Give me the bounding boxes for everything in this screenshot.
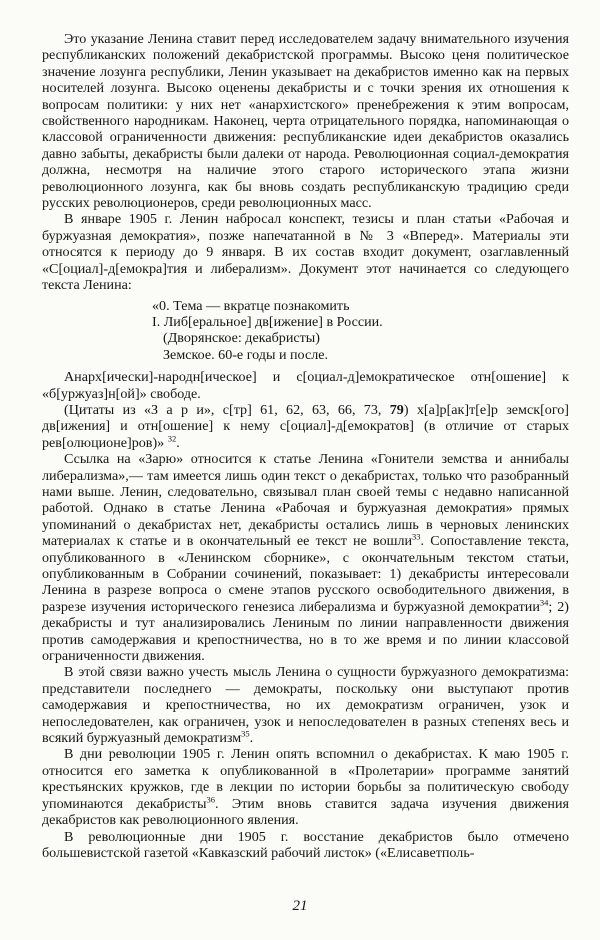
para4-period: . bbox=[249, 730, 254, 747]
para5-text-2: . Этим вновь ставится задача изучения движения декабристов как революционного явления. bbox=[42, 795, 569, 829]
para3-text-2: . Сопоставление текста, опубликованного в «Ленинском сборнике», с окончательным текстом статьи, опубликованным в Собрании сочинений, показывает: 1) декабристы интересовали Ленина в разрезе вопроса о смене этапов русского освободительного движения, в разрезе изучения исторического генезиса либерализма и буржуазной демократии bbox=[42, 533, 569, 615]
citation-text-start: (Цитаты из «З а р и», с[тр] 61, 62, 63, 66, 73, bbox=[64, 401, 390, 418]
lenin-outline-quote bbox=[152, 298, 569, 364]
citation-text-end: ) х[а]р[ак]т[е]р земск[ого] дв[ижения] и отн[ошение] к нему с[оциал]-д[емократов] (в отличие от старых рев[олюционе]ров)» bbox=[42, 401, 569, 451]
citation-period: . bbox=[176, 434, 180, 451]
outline-line-decembrists: (Дворянское: декабристы) bbox=[163, 330, 320, 347]
footnote-ref-36: 36 bbox=[206, 794, 215, 804]
citation-bold-number: 79 bbox=[389, 401, 404, 418]
footnote-ref-34: 34 bbox=[539, 597, 549, 608]
para3-text-3: ; 2) декабристы и тут анализировались Лениным по линии направленности движения против самодержавия и крепостничества, но в то же время и по линии классовой ограниченности движения. bbox=[42, 598, 570, 665]
paragraph-bourgeois-democratism bbox=[42, 664, 569, 746]
footnote-ref-32: 32 bbox=[167, 433, 177, 444]
footnote-ref-33: 33 bbox=[412, 531, 421, 542]
para4-text: В этой связи важно учесть мысль Ленина о сущности буржуазного демократизма: представители последнего — демократы, поскольку они выступают против самодержавия и крепостничества, но их демократизм ограничен, узок и непоследователен, как ограничен, узок и непоследователен в разных степенях весь и всякий буржуазный демократизм bbox=[42, 664, 569, 747]
paragraph-zarya-reference bbox=[42, 451, 569, 664]
quote-continuation: Анарх[ически]-народн[ическое] и с[оциал-д]емократическое отн[ошение] к «б[уржуаз]н[ой]» свободе. bbox=[42, 369, 569, 402]
outline-line-theme: «0. Тема — вкратце познакомить bbox=[152, 297, 350, 314]
quote-citation bbox=[42, 402, 569, 451]
page-number: 21 bbox=[292, 898, 308, 914]
para5-text-1: В дни революции 1905 г. Ленин опять вспомнил о декабристах. К маю 1905 г. относится его заметка к опубликованной в «Пролетарии» программе занятий крестьянских кружков, где в лекции по истории борьбы за политическую свободу упоминаются декабристы bbox=[42, 746, 569, 812]
outline-line-zemstvo: Земское. 60-е годы и после. bbox=[163, 346, 329, 363]
paragraph-january-1905: В январе 1905 г. Ленин набросал конспект, тезисы и план статьи «Рабочая и буржуазная демократия», позже напечатанной в № 3 «Вперед». Материалы эти относятся к периоду до 9 января. В их состав входит документ, озаглавленный «С[оциал]-д[емокра]тия и либерализм». Документ этот начинается со следующего текста Ленина: bbox=[42, 211, 569, 294]
outline-line-liberal-movement: I. Либ[еральное] дв[ижение] в России. bbox=[152, 313, 383, 330]
para3-text-1: Ссылка на «Зарю» относится к статье Ленина «Гонители земства и аннибалы либерализма»,— там имеется лишь один текст о декабристах, только что разобранный нами выше. Ленин, следовательно, связывал план своей темы с недавно написанной работой. Однако в статье Ленина «Рабочая и буржуазная демократия» прямых упоминаний о декабристах нет, декабристы остались лишь в черновых ленинских материалах к статье и в окончательный ее текст не вошли bbox=[42, 451, 569, 550]
footnote-ref-35: 35 bbox=[241, 728, 250, 739]
paragraph-republican-slogan: Это указание Ленина ставит перед исследователем задачу внимательного изучения республиканских положений декабристской программы. Высоко ценя политическое значение лозунга республики, Ленин указывает на декабристов именно как на первых носителей лозунга. Высоко оценены декабристы и с точки зрения их отношения к вопросам политики: у них нет «анархистского» пренебрежения к этим вопросам, свойственного народникам. Наконец, черта отрицательного порядка, напоминающая о классовой ограниченности движения: республиканские идеи декабристов оказались давно забыты, декабристы были далеки от народа. Революционная социал-демократия должна, несмотря на наличие этого старого исторического этапа жизни революционного лозунга, как бы вновь создать республиканскую традицию среди русских революционеров, среди революционных масс. bbox=[42, 31, 569, 212]
paragraph-caucasian-newspaper: В революционные дни 1905 г. восстание декабристов было отмечено большевистской газетой «Кавказский рабочий листок» («Елисаветполь- bbox=[42, 828, 569, 861]
paragraph-revolution-1905 bbox=[42, 746, 569, 828]
